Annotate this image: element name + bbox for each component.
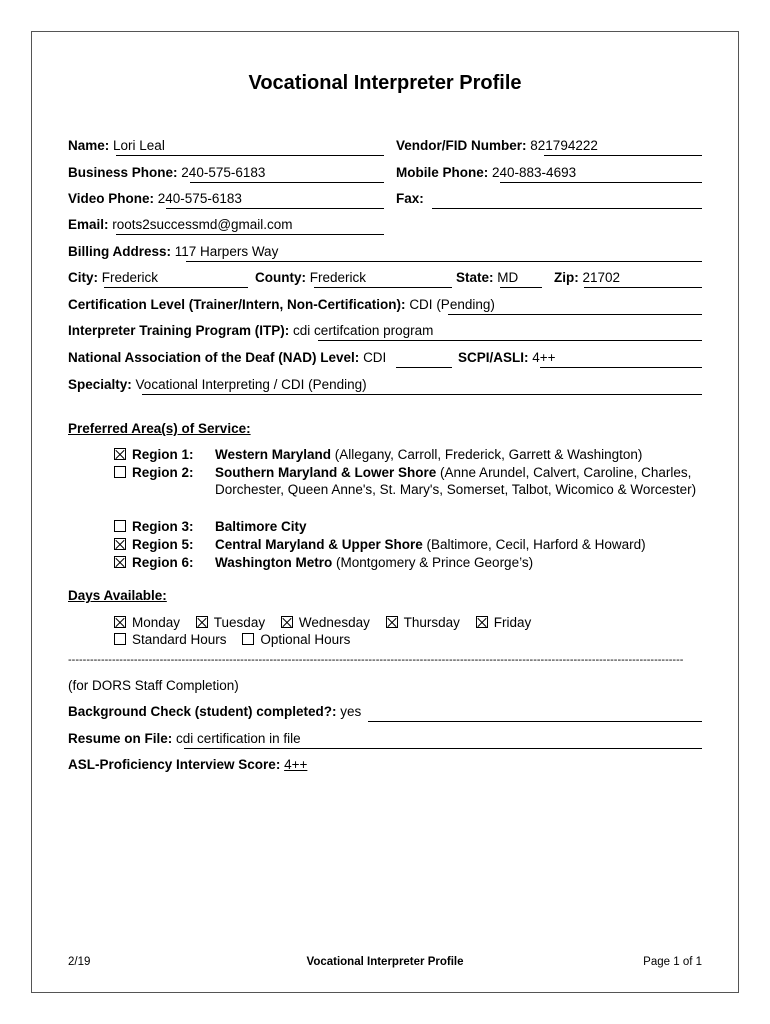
city-label: City: [68,270,98,285]
fax-underline [432,191,702,209]
region-5-detail: (Baltimore, Cecil, Harford & Howard) [422,537,646,552]
optional-hours-checkbox[interactable] [242,633,254,645]
cert-underline [448,297,702,315]
video-phone-label: Video Phone: [68,191,155,206]
region-3-name: Baltimore City [215,519,307,534]
mobile-phone-field[interactable]: 240-883-4693 [492,165,577,180]
county-group [255,270,366,285]
mobile-phone-label: Mobile Phone: [396,165,489,180]
video-phone-field[interactable]: 240-575-6183 [157,191,242,206]
monday-label: Monday [132,615,181,630]
region-5-checkbox[interactable] [114,538,126,550]
email-label: Email: [68,217,109,232]
video-fax-row [68,191,702,209]
video-phone-underline [166,191,384,209]
page-title: Vocational Interpreter Profile [248,72,522,94]
region-1-label: Region 1: [132,447,194,462]
itp-label: Interpreter Training Program (ITP): [68,323,290,338]
state-label: State: [456,270,494,285]
separator-line: ------------------------------------------------------------------------------------------------------------------------------------------------------------------------ [68,654,684,666]
cert-label: Certification Level (Trainer/Intern, Non-Certification): [68,297,406,312]
zip-label: Zip: [554,270,579,285]
scpi-group [458,350,556,365]
specialty-label: Specialty: [68,377,132,392]
scpi-field[interactable]: 4++ [532,350,556,365]
resume-field[interactable]: cdi certification in file [176,731,301,746]
region-5-label: Region 5: [132,537,194,552]
region-2-detail: (Anne Arundel, Calvert, Caroline, Charles, Dorchester, Queen Anne's, St. Mary's, Somerset, Talbot, Wicomico & Worcester) [215,465,697,497]
name-field[interactable]: Lori Leal [113,138,165,153]
region-6-checkbox[interactable] [114,556,126,568]
name-row [68,138,702,156]
itp-field[interactable]: cdi certifcation program [293,323,434,338]
specialty-field[interactable]: Vocational Interpreting / CDI (Pending) [135,377,367,392]
footer-date: 2/19 [68,956,91,968]
resume-row [68,731,702,749]
nad-field[interactable]: CDI [363,350,387,365]
days-row [114,615,543,630]
vendor-field[interactable]: 821794222 [530,138,598,153]
region-6-label: Region 6: [132,555,194,570]
region-6-detail: (Montgomery & Prince George’s) [332,555,534,570]
vendor-label: Vendor/FID Number: [396,138,527,153]
vendor-group [396,138,598,153]
specialty-row [68,377,702,395]
asl-field[interactable]: 4++ [284,757,308,772]
resume-label: Resume on File: [68,731,173,746]
business-phone-field[interactable]: 240-575-6183 [181,165,266,180]
region-3-label: Region 3: [132,519,194,534]
cert-field[interactable]: CDI (Pending) [409,297,495,312]
tuesday-label: Tuesday [213,615,266,630]
cert-row [68,297,702,315]
zip-group [554,270,620,285]
name-label: Name: [68,138,110,153]
background-label: Background Check (student) completed?: [68,704,337,719]
standard-hours-label: Standard Hours [132,632,227,647]
city-row [68,270,702,288]
asl-label: ASL-Proficiency Interview Score: [68,757,281,772]
thursday-checkbox[interactable] [386,616,398,628]
background-underline [368,704,702,722]
region-2-checkbox[interactable] [114,466,126,478]
email-underline [116,217,384,235]
city-field[interactable]: Frederick [101,270,159,285]
wednesday-checkbox[interactable] [281,616,293,628]
monday-checkbox[interactable] [114,616,126,628]
footer-title: Vocational Interpreter Profile [306,956,464,968]
specialty-underline [142,377,702,395]
footer-page: Page 1 of 1 [643,956,702,968]
business-phone-underline [190,165,384,183]
region-1-detail: (Allegany, Carroll, Frederick, Garrett & Washington) [331,447,643,462]
scpi-underline [540,350,702,368]
resume-underline [184,731,702,749]
county-field[interactable]: Frederick [309,270,367,285]
region-6-name: Washington Metro [215,555,333,570]
billing-label: Billing Address: [68,244,172,259]
background-field[interactable]: yes [340,704,362,719]
business-phone-label: Business Phone: [68,165,178,180]
region-1-name: Western Maryland [215,447,332,462]
state-field[interactable]: MD [497,270,519,285]
region-1-checkbox[interactable] [114,448,126,460]
city-underline [101,270,248,288]
nad-row [68,350,702,368]
itp-row [68,323,702,341]
thursday-label: Thursday [403,615,460,630]
asl-row [68,757,307,775]
region-2-label: Region 2: [132,465,194,480]
state-group [456,270,518,285]
service-heading: Preferred Area(s) of Service: [68,421,251,436]
itp-underline [318,323,702,341]
email-row [68,217,702,235]
nad-underline [396,350,452,368]
standard-hours-checkbox[interactable] [114,633,126,645]
background-row [68,704,702,722]
friday-checkbox[interactable] [476,616,488,628]
friday-label: Friday [493,615,532,630]
wednesday-label: Wednesday [298,615,370,630]
county-label: County: [255,270,306,285]
zip-field[interactable]: 21702 [582,270,621,285]
scpi-label: SCPI/ASLI: [458,350,529,365]
tuesday-checkbox[interactable] [196,616,208,628]
billing-row [68,244,702,262]
optional-hours-label: Optional Hours [260,632,351,647]
email-field[interactable]: roots2successmd@gmail.com [112,217,293,232]
fax-group [396,191,424,206]
staff-note: (for DORS Staff Completion) [68,678,239,693]
region-2-name: Southern Maryland & Lower Shore [215,465,437,480]
region-3-checkbox[interactable] [114,520,126,532]
mobile-group [396,165,576,180]
nad-label: National Association of the Deaf (NAD) Level: [68,350,360,365]
billing-field[interactable]: 117 Harpers Way [174,244,279,259]
days-heading: Days Available: [68,588,167,603]
billing-underline [186,244,702,262]
fax-label: Fax: [396,191,424,206]
region-5-name: Central Maryland & Upper Shore [215,537,423,552]
hours-row [114,632,362,647]
phone-row [68,165,702,183]
